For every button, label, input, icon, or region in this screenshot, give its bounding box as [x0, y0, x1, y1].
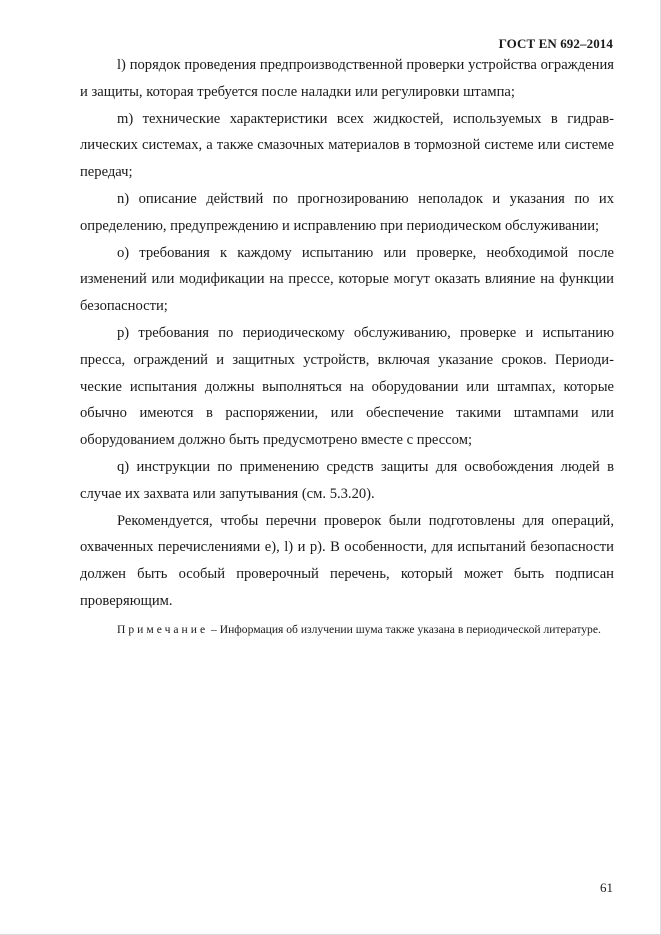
- list-item-o: o) требования к каждому испытанию или проверке, необходимой после изменений или модификации на прессе, которые могут оказать влияние на функции безопасности;: [80, 244, 614, 315]
- note-text: – Информация об излучении шума также указана в периодической литературе.: [208, 622, 601, 636]
- document-code: ГОСТ EN 692–2014: [498, 36, 613, 51]
- recommendation-paragraph: Рекомендуется, чтобы перечни проверок были подготовлены для операций, охваченных перечислениями e), l) и p). В особенности, для испытаний безопасности должен быть особый проверочный перечень, который может быть подписан проверяющим.: [80, 512, 614, 609]
- note-paragraph: [80, 619, 614, 641]
- list-item-m: m) технические характеристики всех жидкостей, используемых в гидравлических системах, а также смазочных материалов в тормозной системе или системе передач;: [80, 110, 614, 181]
- list-item-p: p) требования по периодическому обслуживанию, проверке и испытанию пресса, ограждений и защитных устройств, включая указание сроков. Периодические испытания должны выполняться на оборудовании или штампах, которые обычно имеются в распоряжении, или обеспечение такими штампами или оборудованием должно быть предусмотрено вместе с прессом;: [80, 324, 614, 449]
- note-label: Примечание: [117, 622, 209, 636]
- list-item-n: n) описание действий по прогнозированию неполадок и указания по их определению, предупреждению и исправлению при периодическом обслуживании;: [80, 190, 614, 234]
- body-text: [80, 52, 614, 641]
- page-number: 61: [600, 880, 613, 895]
- list-item-l: l) порядок проведения предпроизводственной проверки устройства ограждения и защиты, которая требуется после наладки или регулировки штампа;: [80, 57, 614, 100]
- list-item-q: q) инструкции по применению средств защиты для освобождения людей в случае их захвата или запутывания (см. 5.3.20).: [80, 458, 614, 502]
